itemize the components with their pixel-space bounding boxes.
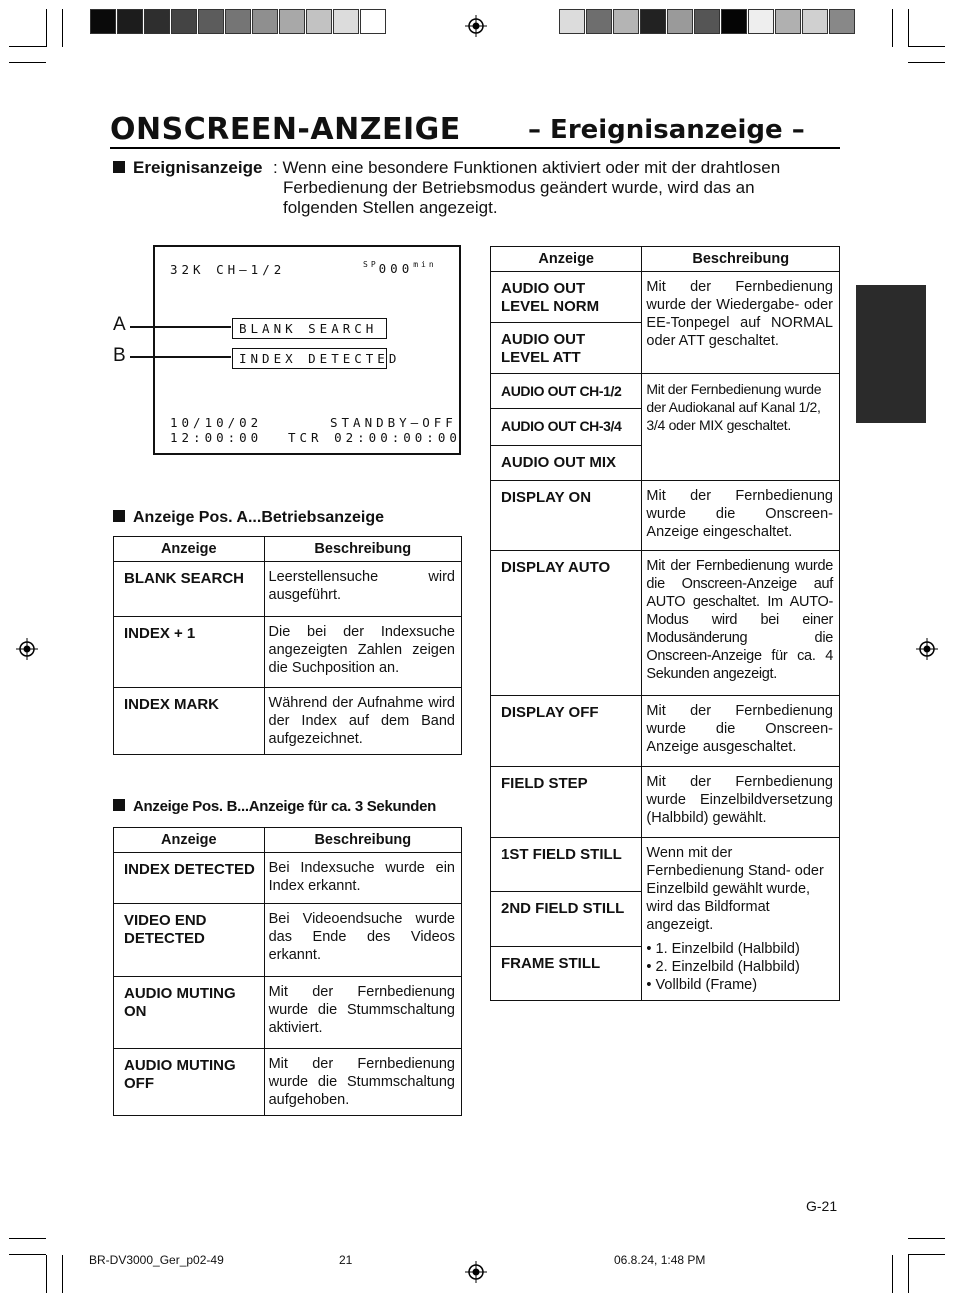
crop-mark <box>46 1255 47 1293</box>
table-cell-value: Mit der Fernbedienung wurde die Stummschaltung aktiviert. <box>264 977 461 1049</box>
color-swatch <box>117 9 143 34</box>
color-swatch <box>279 9 305 34</box>
table-cell-key: BLANK SEARCH <box>114 562 265 617</box>
color-swatch <box>802 9 828 34</box>
onscreen-display-illustration <box>153 245 461 455</box>
color-swatch <box>775 9 801 34</box>
crop-mark <box>9 62 46 63</box>
osd-tcr: TCR 02:00:00:00 <box>288 430 461 445</box>
table-cell-key: 1ST FIELD STILL <box>491 838 642 892</box>
table-cell-value: Bei Videoendsuche wurde das Ende des Videos erkannt. <box>264 904 461 977</box>
crop-mark <box>908 1238 945 1239</box>
osd-min: min <box>413 260 437 269</box>
table-cell-key: INDEX + 1 <box>114 617 265 688</box>
footer-date: 06.8.24, 1:48 PM <box>614 1253 706 1267</box>
color-swatch <box>721 9 747 34</box>
still-bullet-list <box>646 940 833 994</box>
color-swatch <box>694 9 720 34</box>
color-swatch-strip-left <box>90 9 387 34</box>
crop-mark <box>892 1255 893 1293</box>
square-bullet-icon <box>113 510 125 522</box>
color-swatch <box>829 9 855 34</box>
table-cell-value: Mit der Fernbedienung wurde die Stummschaltung aufgehoben. <box>264 1049 461 1116</box>
table-pos-a <box>113 536 462 755</box>
table-cell-key: AUDIO OUT LEVEL ATT <box>491 323 642 374</box>
table-pos-b <box>113 827 462 1116</box>
table-cell-value: Mit der Fernbedienung wurde der Wiedergabe- oder EE-Tonpegel auf NORMAL oder ATT geschaltet. <box>642 272 840 374</box>
color-swatch <box>225 9 251 34</box>
page-title: ONSCREEN-ANZEIGE <box>110 112 461 147</box>
registration-mark-icon <box>465 1261 487 1283</box>
section-title-b-text: Anzeige Pos. B...Anzeige für ca. 3 Sekunden <box>133 798 437 815</box>
header-beschreibung: Beschreibung <box>642 247 840 272</box>
osd-counter-value: 000 <box>378 261 414 276</box>
table-cell-value: Mit der Fernbedienung wurde Einzelbildversetzung (Halbbild) gewählt. <box>642 767 840 838</box>
table-cell-value: Mit der Fernbedienung wurde die Onscreen-Anzeige ausgeschaltet. <box>642 696 840 767</box>
table-cell-key: DISPLAY AUTO <box>491 551 642 696</box>
table-cell-value: Bei Indexsuche wurde ein Index erkannt. <box>264 853 461 904</box>
header-beschreibung: Beschreibung <box>264 828 461 853</box>
osd-time: 12:00:00 <box>170 430 263 445</box>
color-swatch <box>144 9 170 34</box>
section-title-a <box>113 509 384 527</box>
osd-date: 10/10/02 <box>170 415 263 430</box>
title-rule <box>110 147 840 149</box>
registration-mark-icon <box>465 15 487 37</box>
label-a: A <box>113 314 126 335</box>
table-cell-key: AUDIO OUT MIX <box>491 446 642 481</box>
crop-mark <box>908 1255 909 1293</box>
color-swatch <box>613 9 639 34</box>
footer-sheet-number: 21 <box>339 1253 353 1267</box>
square-bullet-icon <box>113 161 125 173</box>
color-swatch <box>90 9 116 34</box>
square-bullet-icon <box>113 799 125 811</box>
section-title-b <box>113 798 436 815</box>
section-title-a-text: Anzeige Pos. A...Betriebsanzeige <box>133 509 385 526</box>
table-cell-key: INDEX MARK <box>114 688 265 755</box>
crop-mark <box>908 46 945 47</box>
table-cell-value <box>642 838 840 1001</box>
crop-mark <box>62 9 63 47</box>
intro-text: : Wenn eine besondere Funktionen aktiviert oder mit der drahtlosen Ferbedienung der Betriebsmodus geändert wurde, wird das an folgenden Stellen angezeigt. <box>273 158 781 217</box>
section-tab-marker <box>856 285 926 423</box>
osd-top-left: 32K CH–1/2 <box>170 262 286 277</box>
color-swatch-strip-right <box>559 9 856 34</box>
table-cell-key: DISPLAY ON <box>491 481 642 551</box>
header-beschreibung: Beschreibung <box>264 537 461 562</box>
table-cell-value: Leerstellensuche wird ausgeführt. <box>264 562 461 617</box>
table-cell-value: Während der Aufnahme wird der Index auf dem Band aufgezeichnet. <box>264 688 461 755</box>
crop-mark <box>908 9 909 47</box>
osd-sp: SP <box>363 260 379 269</box>
header-anzeige: Anzeige <box>491 247 642 272</box>
list-item: • Vollbild (Frame) <box>646 977 758 993</box>
page-number: G-21 <box>806 1198 838 1214</box>
color-swatch <box>640 9 666 34</box>
table-cell-key: 2ND FIELD STILL <box>491 891 642 947</box>
crop-mark <box>9 1254 46 1255</box>
color-swatch <box>667 9 693 34</box>
table-cell-key: AUDIO MUTING ON <box>114 977 265 1049</box>
crop-mark <box>908 62 945 63</box>
color-swatch <box>586 9 612 34</box>
table-cell-key: DISPLAY OFF <box>491 696 642 767</box>
color-swatch <box>171 9 197 34</box>
crop-mark <box>908 1254 945 1255</box>
table-right <box>490 246 840 1001</box>
table-cell-key: INDEX DETECTED <box>114 853 265 904</box>
table-cell-key: VIDEO END DETECTED <box>114 904 265 977</box>
color-swatch <box>306 9 332 34</box>
crop-mark <box>62 1255 63 1293</box>
registration-mark-icon <box>16 638 38 660</box>
color-swatch <box>198 9 224 34</box>
table-cell-key: AUDIO OUT CH-1/2 <box>491 374 642 409</box>
osd-counter <box>363 260 437 276</box>
table-cell-key: FRAME STILL <box>491 947 642 1001</box>
registration-mark-icon <box>916 638 938 660</box>
table-cell-key: AUDIO OUT CH-3/4 <box>491 409 642 446</box>
color-swatch <box>559 9 585 34</box>
table-cell-value: Mit der Fernbedienung wurde die Onscreen-Anzeige eingeschaltet. <box>642 481 840 551</box>
color-swatch <box>333 9 359 34</box>
table-cell-value: Die bei der Indexsuche angezeigten Zahlen zeigen die Suchposition an. <box>264 617 461 688</box>
label-b: B <box>113 345 126 366</box>
table-cell-value: Mit der Fernbedienung wurde der Audiokanal auf Kanal 1/2, 3/4 oder MIX geschaltet. <box>642 374 840 481</box>
still-description: Wenn mit der Fernbedienung Stand- oder Einzelbild gewählt wurde, wird das Bildformat angezeigt. <box>646 845 824 933</box>
pointer-line-b <box>130 356 231 358</box>
header-anzeige: Anzeige <box>114 828 265 853</box>
intro-label: Ereignisanzeige <box>133 158 263 177</box>
color-swatch <box>252 9 278 34</box>
table-cell-key: AUDIO MUTING OFF <box>114 1049 265 1116</box>
list-item: • 1. Einzelbild (Halbbild) <box>646 941 800 957</box>
page-subtitle: – Ereignisanzeige – <box>528 115 805 145</box>
osd-status: STANDBY–OFF <box>330 415 457 430</box>
osd-box-a: BLANK SEARCH <box>232 318 387 339</box>
crop-mark <box>9 1238 46 1239</box>
crop-mark <box>9 46 46 47</box>
footer-filename: BR-DV3000_Ger_p02-49 <box>89 1253 224 1267</box>
pointer-line-a <box>130 326 231 328</box>
color-swatch <box>748 9 774 34</box>
osd-box-b: INDEX DETECTED <box>232 348 387 369</box>
intro-paragraph <box>113 158 781 217</box>
color-swatch <box>360 9 386 34</box>
header-anzeige: Anzeige <box>114 537 265 562</box>
table-cell-key: AUDIO OUT LEVEL NORM <box>491 272 642 323</box>
crop-mark <box>46 9 47 47</box>
table-cell-key: FIELD STEP <box>491 767 642 838</box>
list-item: • 2. Einzelbild (Halbbild) <box>646 959 800 975</box>
crop-mark <box>892 9 893 47</box>
table-cell-value: Mit der Fernbedienung wurde die Onscreen-Anzeige auf AUTO geschaltet. Im AUTO-Modus wird bei einer Modusänderung die Onscreen-Anzeige für ca. 4 Sekunden angezeigt. <box>642 551 840 696</box>
